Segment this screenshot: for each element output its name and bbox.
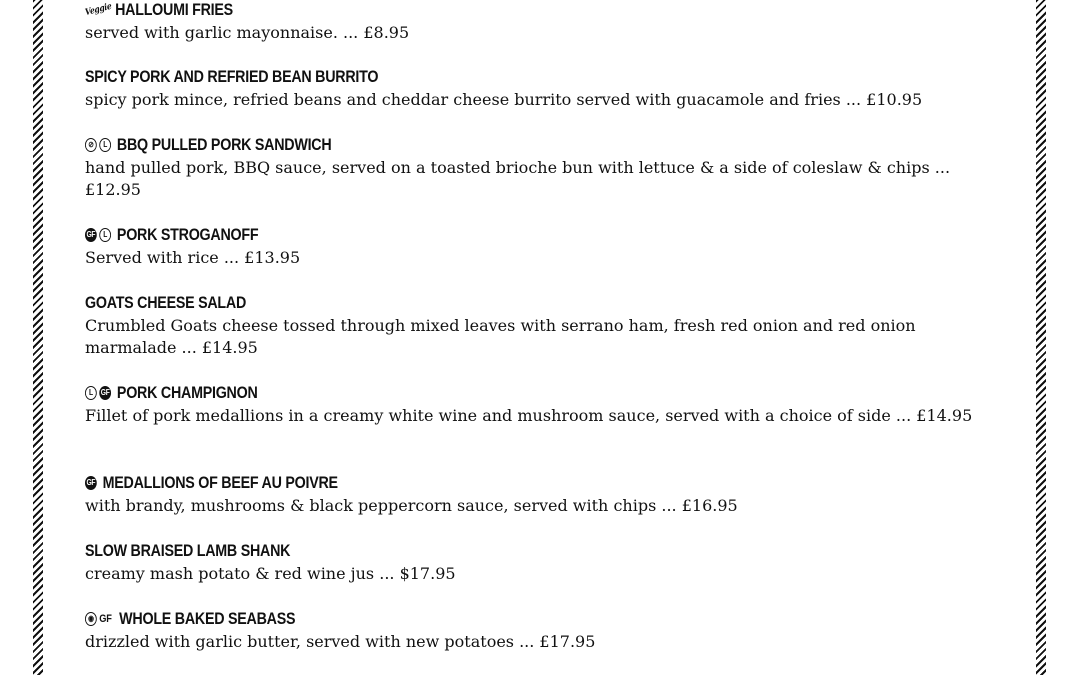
menu-item-pork-stroganoff — [85, 225, 985, 269]
dish-title: SLOW BRAISED LAMB SHANK — [85, 541, 291, 560]
dish-description: Fillet of pork medallions in a creamy white wine and mushroom sauce, served with a choice of side ... £14.95 — [85, 406, 973, 425]
left-hatched-border — [33, 0, 43, 675]
lactose-icon: L — [99, 138, 111, 152]
menu-item-beef-au-poivre — [85, 473, 985, 517]
dairy-free-icon: ⊘ — [85, 138, 97, 152]
menu-item-bbq-pulled-pork — [85, 135, 985, 201]
menu-item-pork-champignon — [85, 383, 985, 427]
dish-title: GOATS CHEESE SALAD — [85, 293, 247, 312]
gf-text-icon: GF — [99, 613, 112, 625]
fish-icon: ◉ — [85, 612, 97, 626]
dish-description: Crumbled Goats cheese tossed through mixed leaves with serrano ham, fresh red onion and red onion marmalade ... £14.95 — [85, 316, 916, 357]
lactose-icon: L — [85, 386, 97, 400]
dish-description: creamy mash potato & red wine jus ... $17.95 — [85, 564, 456, 583]
dish-title: PORK CHAMPIGNON — [116, 383, 258, 402]
gluten-free-icon: GF — [99, 386, 111, 400]
dish-title: SPICY PORK AND REFRIED BEAN BURRITO — [85, 67, 379, 86]
dish-title: MEDALLIONS OF BEEF AU POIVRE — [102, 473, 338, 492]
dish-description: Served with rice ... £13.95 — [85, 248, 301, 267]
menu-item-lamb-shank — [85, 541, 985, 585]
menu-item-goats-cheese-salad — [85, 293, 985, 359]
dish-description: served with garlic mayonnaise. ... £8.95 — [85, 23, 410, 42]
dish-description: hand pulled pork, BBQ sauce, served on a toasted brioche bun with lettuce & a side of coleslaw & chips ... £12.95 — [85, 158, 951, 199]
menu-item-halloumi-fries — [85, 0, 985, 44]
dish-title: PORK STROGANOFF — [116, 225, 259, 244]
dish-title: HALLOUMI FRIES — [115, 0, 233, 19]
menu-item-whole-baked-seabass — [85, 609, 985, 653]
gluten-free-icon: GF — [85, 228, 97, 242]
dish-description: drizzled with garlic butter, served with new potatoes ... £17.95 — [85, 632, 596, 651]
dish-title: BBQ PULLED PORK SANDWICH — [116, 135, 332, 154]
dish-description: spicy pork mince, refried beans and cheddar cheese burrito served with guacamole and fries ... £10.95 — [85, 90, 923, 109]
lactose-icon: L — [99, 228, 111, 242]
gluten-free-icon: GF — [85, 476, 97, 490]
dish-title: WHOLE BAKED SEABASS — [119, 609, 296, 628]
menu-item-spicy-pork-burrito — [85, 67, 985, 111]
dish-description: with brandy, mushrooms & black peppercorn sauce, served with chips ... £16.95 — [85, 496, 738, 515]
right-hatched-border — [1036, 0, 1046, 675]
veggie-icon: Veggie — [84, 1, 113, 19]
